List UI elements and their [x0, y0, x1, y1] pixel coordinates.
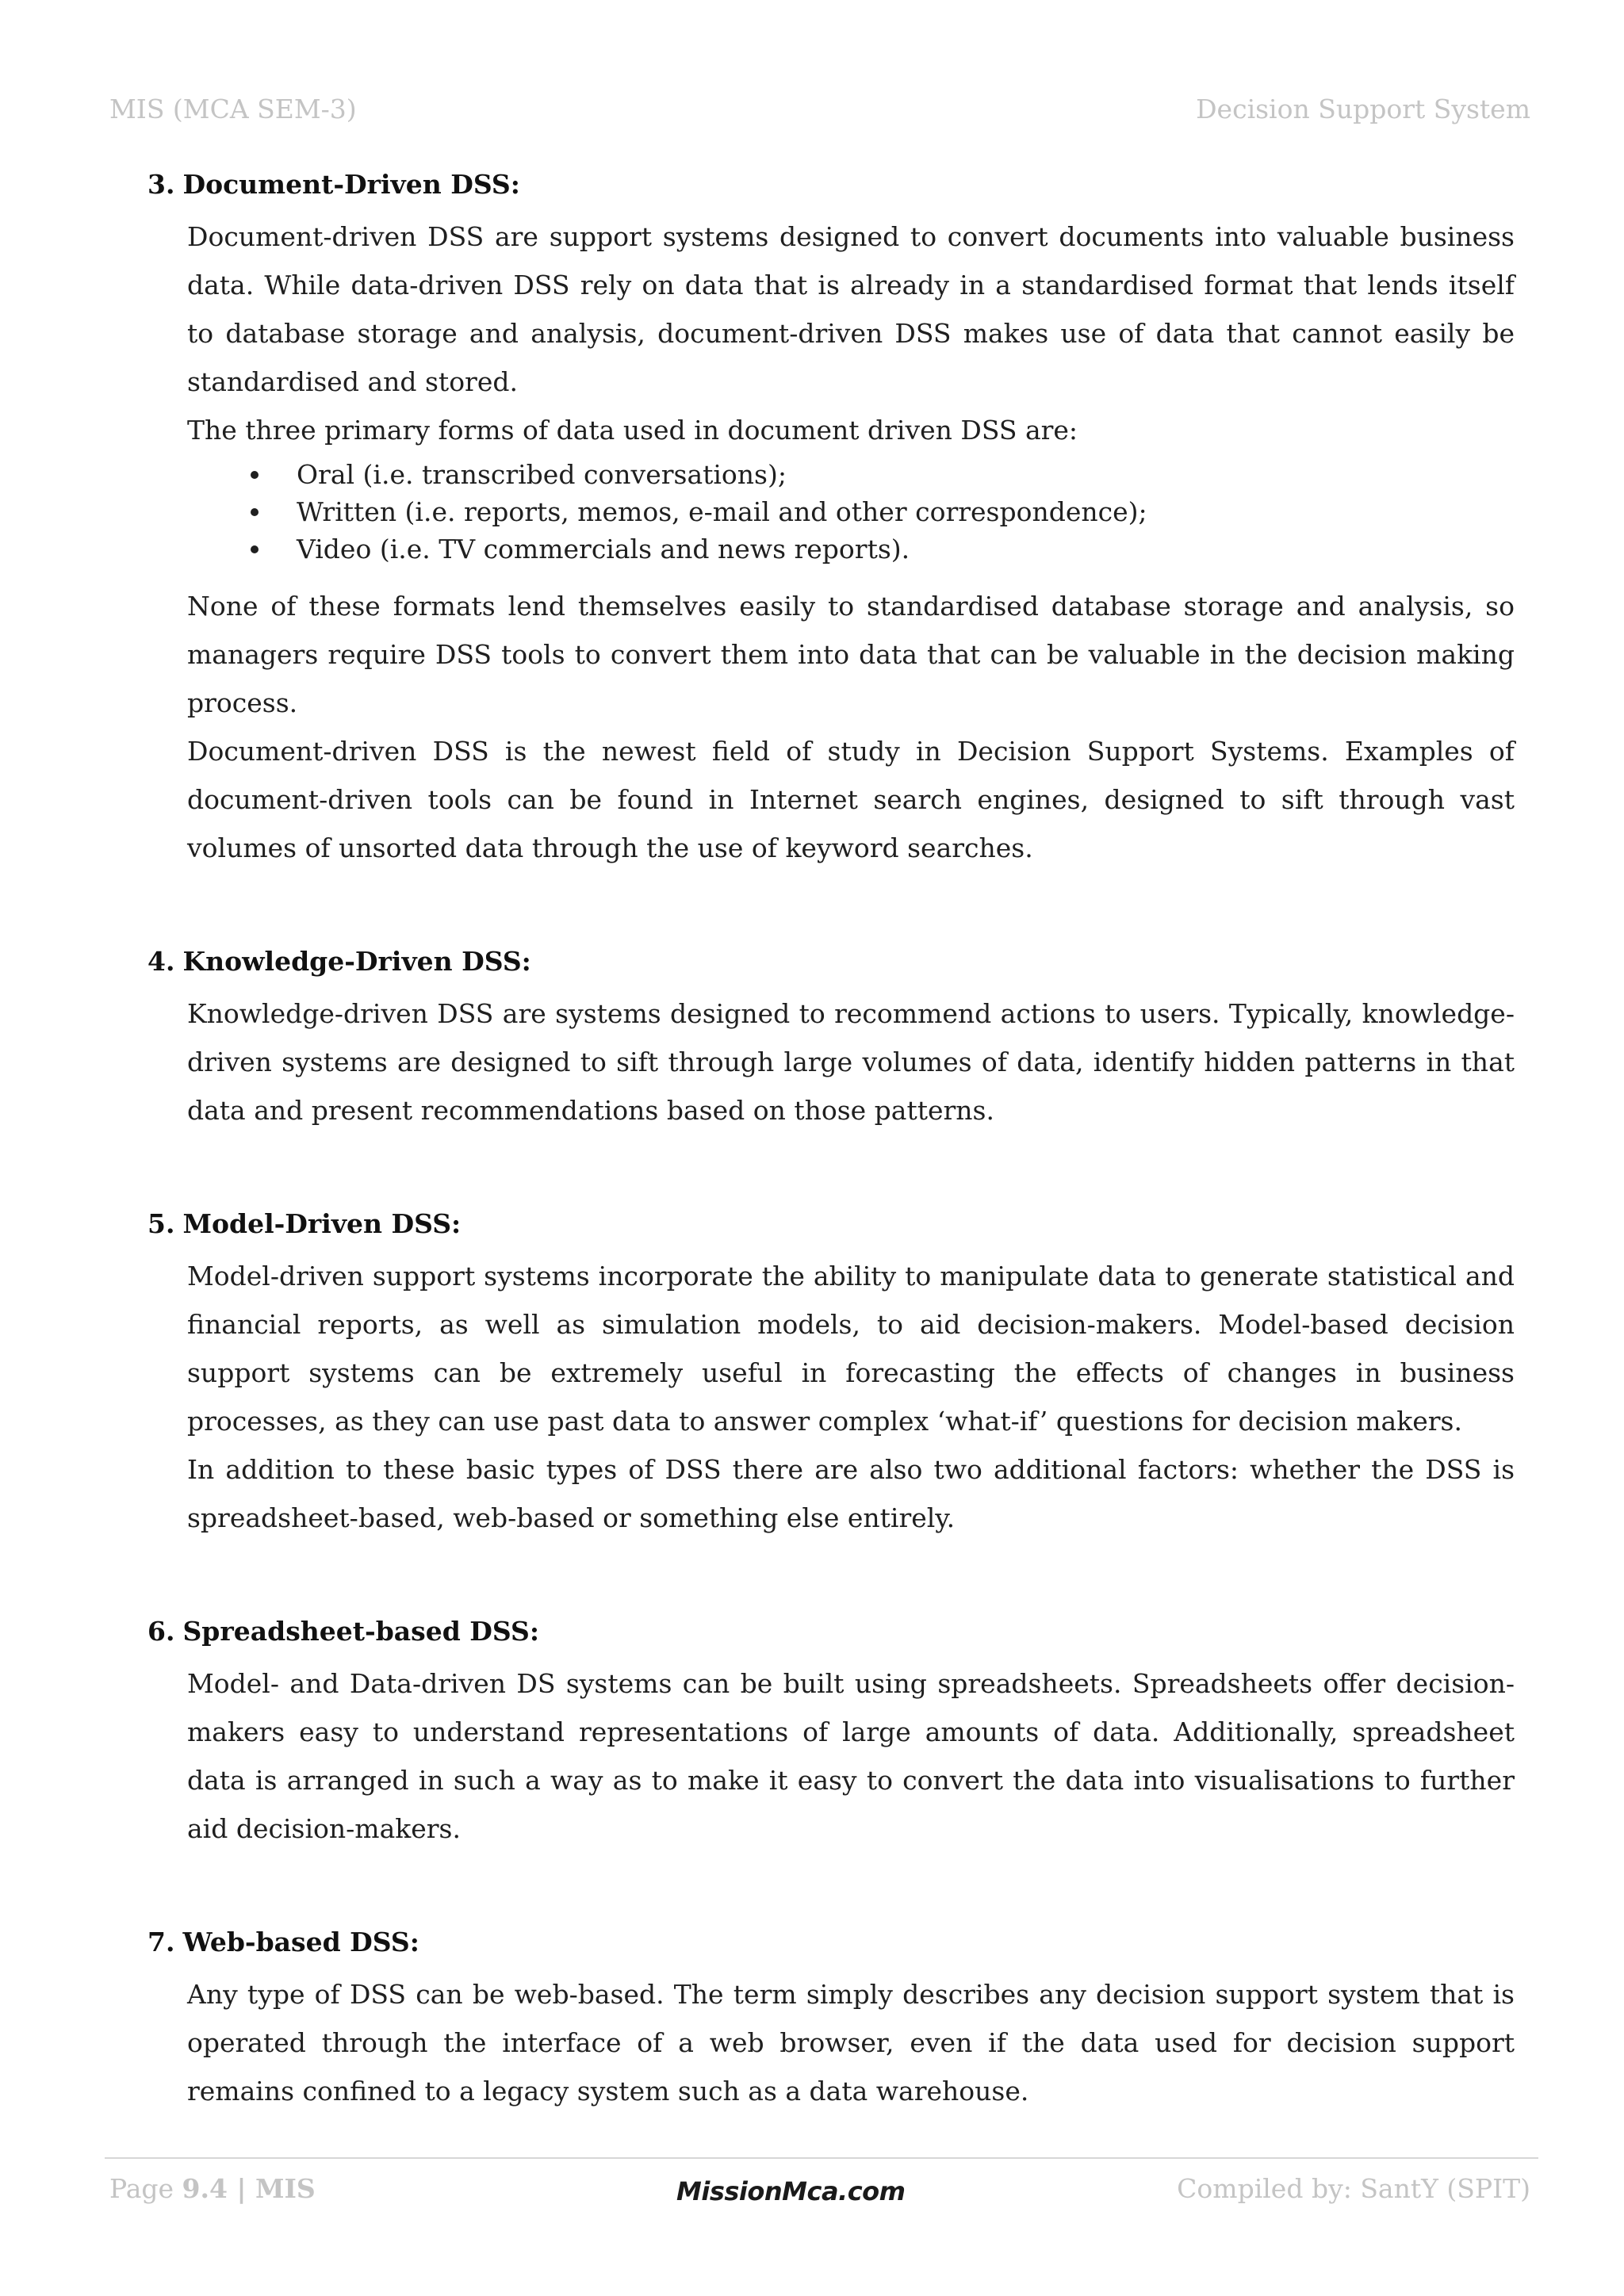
compiled-by: Compiled by: SantY (SPIT) [1177, 2173, 1530, 2204]
section-heading [147, 942, 1515, 982]
list-item-text: Video (i.e. TV commercials and news reports). [297, 534, 910, 564]
page-prefix: Page [109, 2173, 182, 2204]
section-title: Knowledge-Driven DSS: [182, 946, 531, 977]
section-number: 7. [147, 1927, 175, 1957]
page-suffix: | MIS [227, 2173, 316, 2204]
section-title: Model-Driven DSS: [182, 1208, 462, 1239]
section-heading [147, 165, 1515, 205]
section-web-based-dss [147, 1923, 1515, 2115]
list-item-text: Oral (i.e. transcribed conversations); [297, 459, 787, 490]
section-spreadsheet-based-dss [147, 1612, 1515, 1853]
section-body [187, 212, 1515, 872]
section-heading [147, 1923, 1515, 1962]
page-number-label [109, 2173, 316, 2204]
paragraph: Document-driven DSS are support systems designed to convert documents into valuable business data. While data-driven DSS rely on data that is already in a standardised format that lends itself to database storage and analysis, document-driven DSS makes use of data that cannot easily be standardised and stored. [187, 221, 1515, 397]
list-item [297, 530, 1515, 568]
section-heading [147, 1204, 1515, 1244]
section-number: 6. [147, 1616, 175, 1647]
section-number: 5. [147, 1208, 175, 1239]
section-number: 4. [147, 946, 175, 977]
footer-divider [105, 2157, 1538, 2159]
section-body [187, 1659, 1515, 1853]
page-number: 9.4 [182, 2173, 228, 2204]
section-title: Document-Driven DSS: [182, 169, 520, 200]
bullet-list [187, 456, 1515, 568]
section-title: Web-based DSS: [182, 1927, 419, 1957]
paragraph: In addition to these basic types of DSS there are also two additional factors: whether the DSS is spreadsheet-based, web-based or something else entirely. [187, 1454, 1515, 1533]
paragraph: Model- and Data-driven DS systems can be built using spreadsheets. Spreadsheets offer decision-makers easy to understand representations of large amounts of data. Additionally, spreadsheet data is arranged in such a way as to make it easy to convert the data into visualisations to further aid decision-makers. [187, 1668, 1515, 1844]
page-footer [109, 2170, 1530, 2218]
section-heading [147, 1612, 1515, 1651]
bullet-icon [251, 508, 259, 516]
site-logo: MissionMca.com [676, 2176, 906, 2206]
section-body [187, 1970, 1515, 2115]
paragraph: None of these formats lend themselves easily to standardised database storage and analysis, so managers require DSS tools to convert them into data that can be valuable in the decision making process. [187, 591, 1515, 718]
running-header [109, 94, 1530, 133]
header-course: MIS (MCA SEM-3) [109, 94, 357, 124]
section-number: 3. [147, 169, 175, 200]
list-item [297, 493, 1515, 530]
page-content [147, 165, 1515, 2115]
paragraph: Model-driven support systems incorporate the ability to manipulate data to generate statistical and financial reports, as well as simulation models, to aid decision-makers. Model-based decision support systems can be extremely useful in forecasting the effects of changes in business processes, as they can use past data to answer complex ‘what-if’ questions for decision makers. [187, 1261, 1515, 1437]
paragraph: The three primary forms of data used in document driven DSS are: [187, 415, 1078, 446]
section-body [187, 989, 1515, 1135]
bullet-icon [251, 471, 259, 479]
section-knowledge-driven-dss [147, 942, 1515, 1135]
list-item [297, 456, 1515, 493]
list-item-text: Written (i.e. reports, memos, e-mail and other correspondence); [297, 496, 1147, 527]
section-model-driven-dss [147, 1204, 1515, 1542]
header-chapter: Decision Support System [1196, 94, 1530, 124]
paragraph: Knowledge-driven DSS are systems designed to recommend actions to users. Typically, knowledge-driven systems are designed to sift through large volumes of data, identify hidden patterns in that data and present recommendations based on those patterns. [187, 998, 1515, 1126]
bullet-icon [251, 545, 259, 553]
paragraph: Document-driven DSS is the newest field of study in Decision Support Systems. Examples of document-driven tools can be found in Internet search engines, designed to sift through vast volumes of unsorted data through the use of keyword searches. [187, 736, 1515, 863]
paragraph: Any type of DSS can be web-based. The term simply describes any decision support system that is operated through the interface of a web browser, even if the data used for decision support remains confined to a legacy system such as a data warehouse. [187, 1979, 1515, 2107]
section-body [187, 1252, 1515, 1542]
section-document-driven-dss [147, 165, 1515, 872]
section-title: Spreadsheet-based DSS: [182, 1616, 540, 1647]
